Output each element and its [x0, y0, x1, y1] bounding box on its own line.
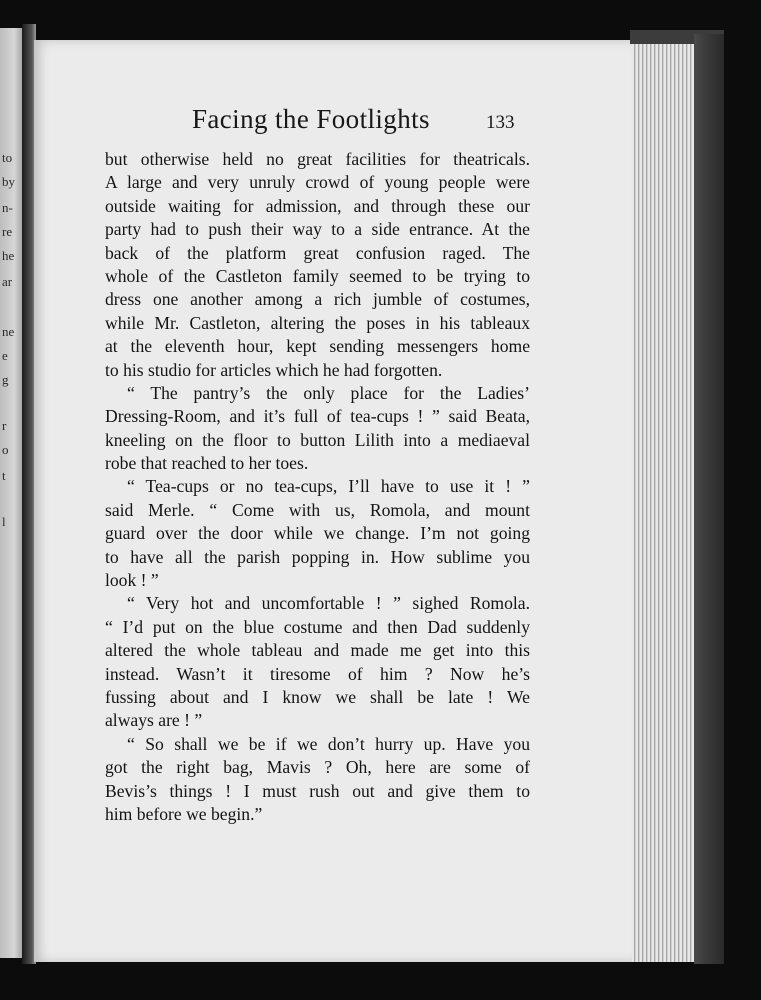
text-line: dress one another among a rich jumble of costumes, [105, 289, 530, 310]
text-line: kneeling on the floor to button Lilith into a mediaeval [105, 429, 530, 450]
book-cover [694, 34, 724, 964]
page-number: 133 [486, 112, 515, 133]
text-line: “ So shall we be if we don’t hurry up. Have you [127, 733, 530, 754]
running-head [0, 104, 761, 140]
text-line: but otherwise held no great facilities for theatricals. [105, 149, 530, 169]
text-line: said Merle. “ Come with us, Romola, and mount [105, 499, 530, 520]
left-page-fragment: o [2, 442, 9, 457]
left-page-fragment: t [2, 468, 6, 483]
text-line: fussing about and I know we shall be late ! We [105, 686, 530, 707]
text-line: at the eleventh hour, kept sending messengers home [105, 336, 530, 357]
text-line: while Mr. Castleton, altering the poses in his tableaux [105, 312, 530, 333]
left-page-fragment: re [2, 224, 13, 239]
text-line: always are ! ” [105, 710, 203, 731]
text-line: got the right bag, Mavis ? Oh, here are some of [105, 757, 530, 778]
left-page-fragment: he [2, 248, 15, 263]
text-line: “ Tea-cups or no tea-cups, I’ll have to use it ! ” [127, 476, 530, 497]
left-page-fragment: n- [2, 200, 13, 215]
text-line: party had to push their way to a side entrance. At the [105, 219, 530, 240]
text-line: whole of the Castleton family seemed to be trying to [105, 265, 530, 286]
text-line: outside waiting for admission, and through these our [105, 195, 530, 216]
adjacent-left-page [0, 28, 24, 958]
body-text [105, 148, 530, 826]
text-line: robe that reached to her toes. [105, 453, 309, 474]
text-line: “ I’d put on the blue costume and then Dad suddenly [105, 616, 530, 637]
text-line: guard over the door while we change. I’m not going [105, 523, 530, 544]
text-line: A large and very unruly crowd of young people were [105, 172, 530, 193]
left-page-fragment: l [2, 514, 6, 529]
left-page-fragment: by [2, 174, 15, 189]
left-page-fragment: g [2, 372, 9, 387]
left-page-fragment: r [2, 418, 7, 433]
text-line: Dressing-Room, and it’s full of tea-cups ! ” said Beata, [105, 406, 530, 427]
text-line: altered the whole tableau and made me get into this [105, 640, 530, 661]
left-page-fragment: ne [2, 324, 15, 339]
text-line: “ The pantry’s the only place for the Ladies’ [127, 382, 530, 403]
text-line: “ Very hot and uncomfortable ! ” sighed Romola. [127, 593, 530, 614]
left-page-fragment: e [2, 348, 8, 363]
text-line: to have all the parish popping in. How sublime you [105, 546, 530, 567]
text-line: back of the platform great confusion raged. The [105, 242, 530, 263]
left-page-fragment: to [2, 150, 13, 165]
page-edges [632, 44, 696, 962]
left-page-fragment: ar [2, 274, 13, 289]
text-line: to his studio for articles which he had forgotten. [105, 359, 443, 380]
text-line: look ! ” [105, 570, 159, 591]
page-title: Facing the Footlights [192, 104, 430, 134]
text-line: Bevis’s things ! I must rush out and give them to [105, 780, 530, 801]
text-line: him before we begin.” [105, 803, 263, 824]
text-line: instead. Wasn’t it tiresome of him ? Now he’s [105, 663, 530, 684]
